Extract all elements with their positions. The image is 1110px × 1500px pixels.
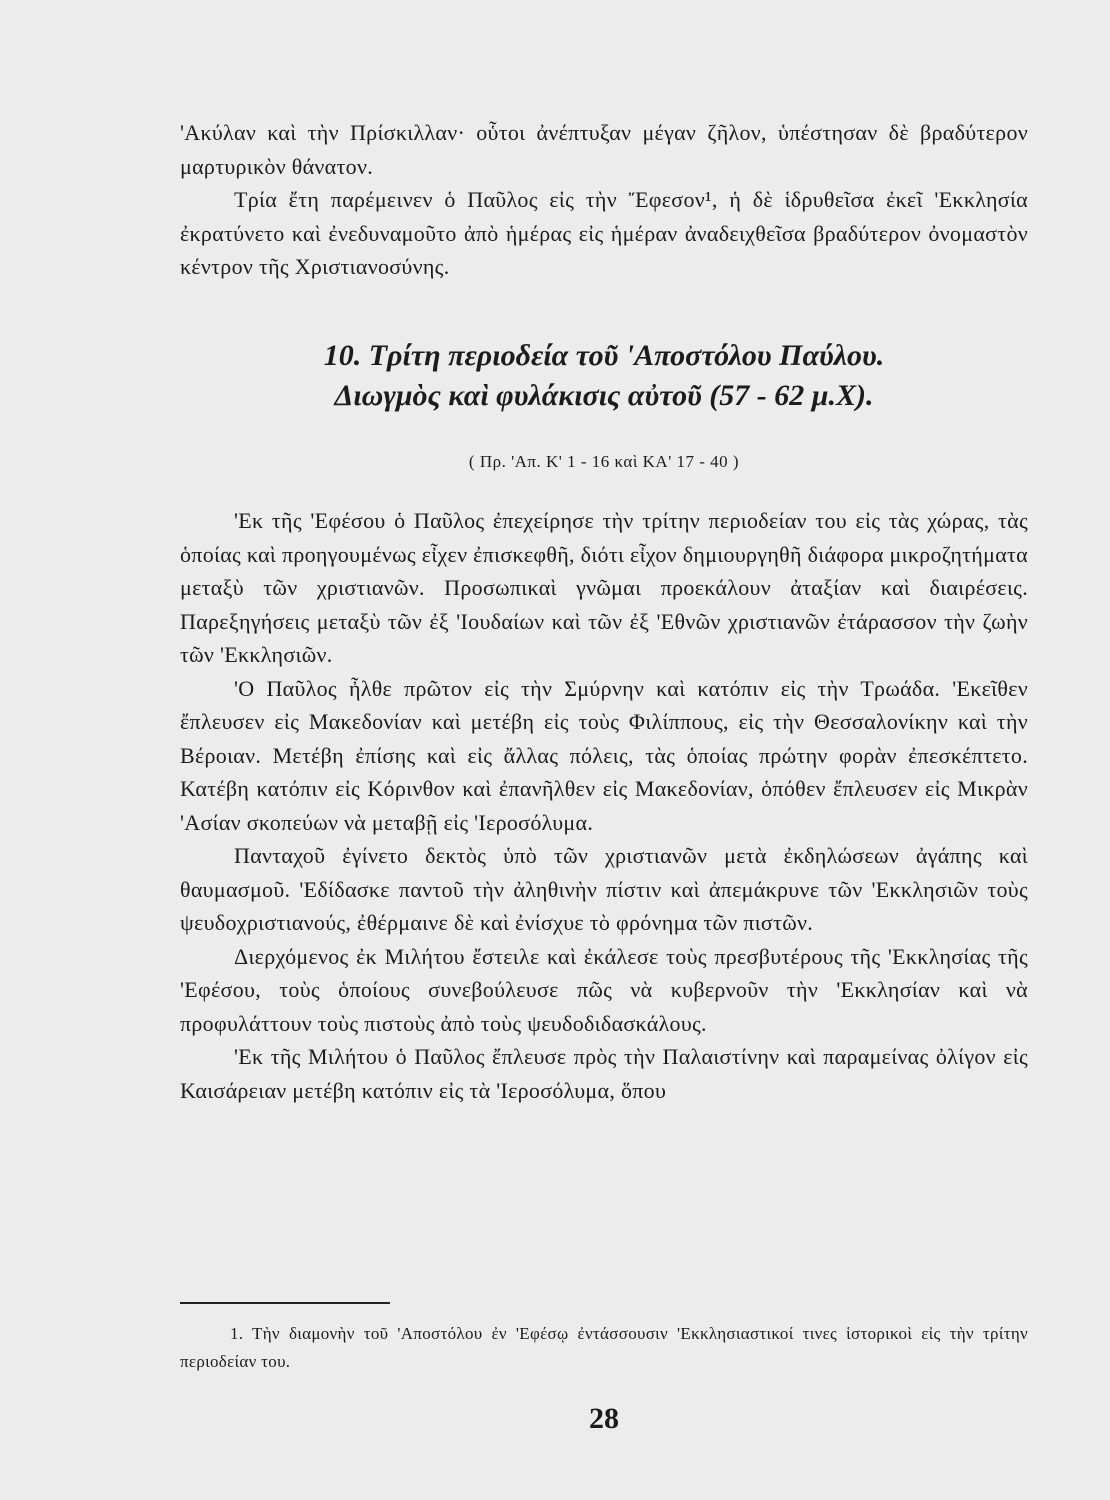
- paragraph: 'Ο Παῦλος ἦλθε πρῶτον εἰς τὴν Σμύρνην καὶ κατόπιν εἰς τὴν Τρωάδα. 'Εκεῖθεν ἔπλευσεν εἰς Μακεδονίαν καὶ μετέβη εἰς τοὺς Φιλίππους, εἰς τὴν Θεσσαλονίκην καὶ τὴν Βέροιαν. Μετέβη ἐπίσης καὶ εἰς ἄλλας πόλεις, τὰς ὁποίας πρώτην φορὰν ἐπεσκέπτετο. Κατέβη κατόπιν εἰς Κόρινθον καὶ ἐπανῆλθεν εἰς Μακεδονίαν, ὁπόθεν ἔπλευσεν εἰς Μικρὰν 'Ασίαν σκοπεύων νὰ μεταβῇ εἰς 'Ιεροσόλυμα.: [180, 675, 1028, 835]
- paragraph: Διερχόμενος ἐκ Μιλήτου ἔστειλε καὶ ἐκάλεσε τοὺς πρεσβυτέρους τῆς 'Εκκλησίας τῆς 'Εφέσου, τοὺς ὁποίους συνεβούλευσε πῶς νὰ κυβερνοῦν τὴν 'Εκκλησίαν καὶ νὰ προφυλάττουν τοὺς πιστοὺς ἀπὸ τοὺς ψευδοδιδασκάλους.: [180, 943, 1028, 1036]
- chapter-title: [180, 336, 1028, 416]
- paragraph: 'Εκ τῆς Μιλήτου ὁ Παῦλος ἔπλευσε πρὸς τὴν Παλαιστίνην καὶ παραμείνας ὀλίγον εἰς Καισάρειαν μετέβη κατόπιν εἰς τὰ 'Ιεροσόλυμα, ὅπου: [180, 1044, 1028, 1103]
- paragraph: 'Εκ τῆς 'Εφέσου ὁ Παῦλος ἐπεχείρησε τὴν τρίτην περιοδείαν του εἰς τὰς χώρας, τὰς ὁποίας καὶ προηγουμένως εἶχεν ἐπισκεφθῆ, διότι εἶχον δημιουργηθῆ διάφορα μικροζητήματα μεταξὺ τῶν χριστιανῶν. Προσωπικαὶ γνῶμαι προεκάλουν ἀταξίαν καὶ διαιρέσεις. Παρεξηγήσεις μεταξὺ τῶν ἐξ 'Ιουδαίων καὶ τῶν ἐξ 'Εθνῶν χριστιανῶν ἐτάρασσον τὴν ζωὴν τῶν 'Εκκλησιῶν.: [180, 508, 1028, 667]
- chapter-title-line-1: 10. Τρίτη περιοδεία τοῦ 'Αποστόλου Παύλου.: [323, 339, 885, 372]
- paragraph: Πανταχοῦ ἐγίνετο δεκτὸς ὑπὸ τῶν χριστιανῶν μετὰ ἐκδηλώσεων ἀγάπης καὶ θαυμασμοῦ. 'Εδίδασκε παντοῦ τὴν ἀληθινὴν πίστιν καὶ ἀπεμάκρυνε τῶν 'Εκκλησιῶν τοὺς ψευδοχριστιανούς, ἐθέρμαινε δὲ καὶ ἐνίσχυε τὸ φρόνημα τῶν πιστῶν.: [180, 843, 1028, 935]
- chapter-title-line-2: Διωγμὸς καὶ φυλάκισις αὐτοῦ (57 - 62 μ.Χ).: [334, 379, 874, 412]
- footnote-divider: [180, 1302, 390, 1304]
- footnote-text: 1. Τὴν διαμονὴν τοῦ 'Αποστόλου ἐν 'Εφέσῳ ἐντάσσουσιν 'Εκκλησιαστικοί τινες ἱστορικοὶ εἰς τὴν τρίτην περιοδείαν του.: [180, 1324, 1028, 1371]
- paragraph: Τρία ἔτη παρέμεινεν ὁ Παῦλος εἰς τὴν Ἔφεσον¹, ἡ δὲ ἱδρυθεῖσα ἐκεῖ 'Εκκλησία ἐκρατύνετο καὶ ἐνεδυναμοῦτο ἀπὸ ἡμέρας εἰς ἡμέραν ἀναδειχθεῖσα βραδύτερον ὀνομαστὸν κέντρον τῆς Χριστιανοσύνης.: [180, 187, 1028, 279]
- top-text-block: [180, 116, 1028, 284]
- page-number: 28: [589, 1402, 619, 1435]
- footnote: [180, 1320, 1028, 1376]
- scripture-reference: ( Πρ. 'Απ. Κ' 1 - 16 καὶ ΚΑ' 17 - 40 ): [468, 452, 740, 471]
- paragraph: 'Ακύλαν καὶ τὴν Πρίσκιλλαν· οὗτοι ἀνέπτυξαν μέγαν ζῆλον, ὑπέστησαν δὲ βραδύτερον μαρτυρικὸν θάνατον.: [180, 120, 1028, 179]
- main-text-block: [180, 504, 1028, 1107]
